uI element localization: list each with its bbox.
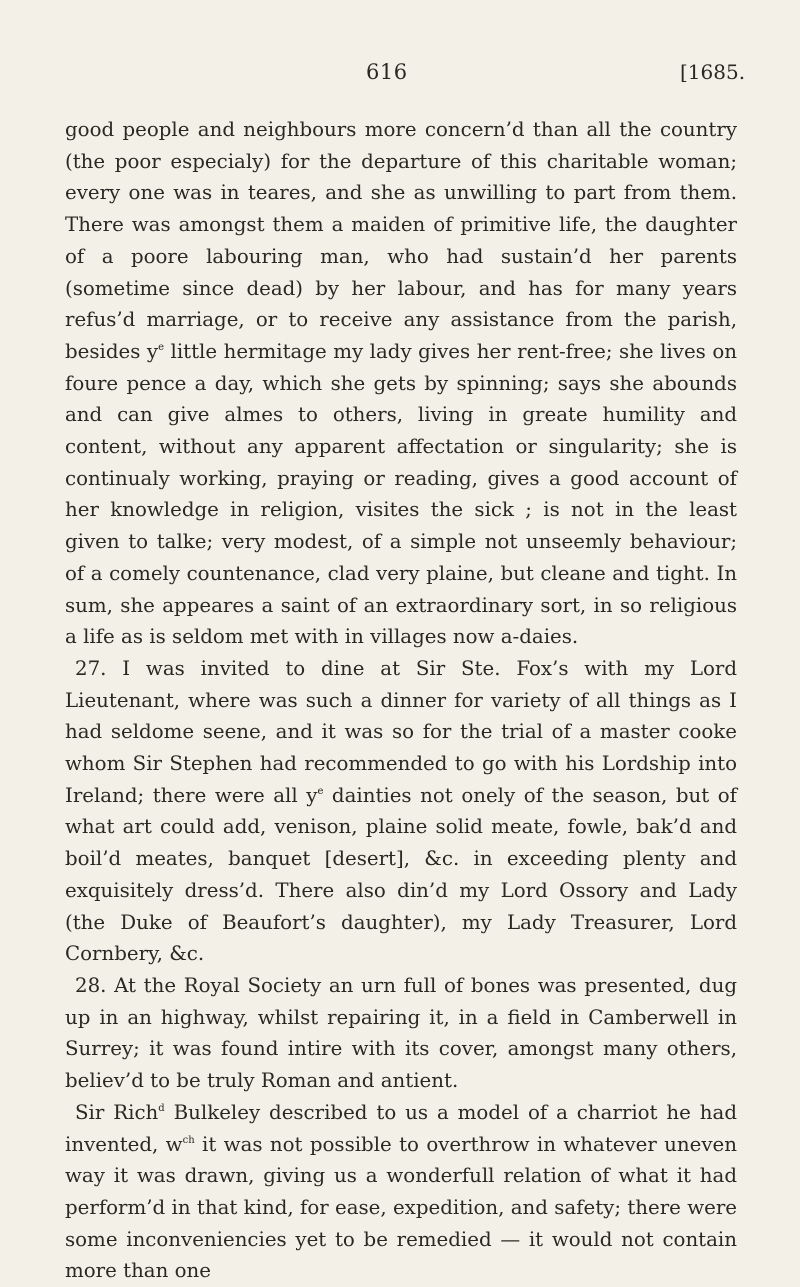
superscript: e (158, 341, 164, 353)
paragraph-28 (65, 970, 737, 1097)
text-run: 28. At the Royal Society an urn full of bones was presented, dug up in an highway, whilst repairing it, in a field in Camberwell in Surrey; it was found intire with its cover, amongst many others, believ’d to be truly Roman and antient. (65, 973, 737, 1093)
paragraph-27 (65, 653, 737, 970)
body-text (65, 114, 737, 1287)
text-run: 27. I was invited to dine at Sir Ste. Fox’s with my Lord Lieutenant, where was such a dinner for variety of all things as I had seldome seene, and it was so for the trial of a master cooke whom Sir Stephen had recommended to go with his Lordship into Ireland; there were all y (65, 656, 737, 807)
page-header (0, 60, 800, 90)
page-number: 616 (366, 60, 408, 84)
superscript: ch (182, 1134, 195, 1146)
text-run: Sir Rich (75, 1100, 159, 1124)
superscript: d (158, 1102, 165, 1114)
text-run: it was not possible to overthrow in whatever uneven way it was drawn, giving us a wonderfull relation of what it had perform’d in that kind, for ease, expedition, and safety; there were some inconveniencies yet to be remedied — it would not contain more than one (65, 1132, 737, 1283)
text-run: Bulkeley described to us a model of a charriot he had invented, w (65, 1100, 737, 1156)
text-run: dainties not onely of the season, but of what art could add, venison, plaine solid meate, fowle, bak’d and boil’d meates, banquet [desert], &c. in exceeding plenty and exquisitely dress’d. There also din’d my Lord Ossory and Lady (the Duke of Beaufort’s daughter), my Lady Treasurer, Lord Cornbery, &c. (65, 783, 737, 966)
text-run: little hermitage my lady gives her rent-free; she lives on foure pence a day, which she gets by spinning; says she abounds and can give almes to others, living in greate humility and content, without any apparent affectation or singularity; she is continualy working, praying or reading, gives a good account of her knowledge in religion, visites the sick ; is not in the least given to talke; very modest, of a simple not unseemly behaviour; of a comely countenance, clad very plaine, but cleane and tight. In sum, she appeares a saint of an extraordinary sort, in so religious a life as is seldom met with in villages now a-daies. (65, 339, 737, 649)
year-marker: [1685. (680, 60, 746, 84)
text-run: good people and neighbours more concern’d than all the country (the poor especialy) for the departure of this charitable woman; every one was in teares, and she as unwilling to part from them. There was amongst them a maiden of primitive life, the daughter of a poore labouring man, who had sustain’d her parents (sometime since dead) by her labour, and has for many years refus’d marriage, or to receive any assistance from the parish, besides y (65, 118, 737, 363)
superscript: e (317, 785, 324, 797)
paragraph-continued (65, 114, 737, 653)
paragraph-bulkeley (65, 1097, 737, 1287)
